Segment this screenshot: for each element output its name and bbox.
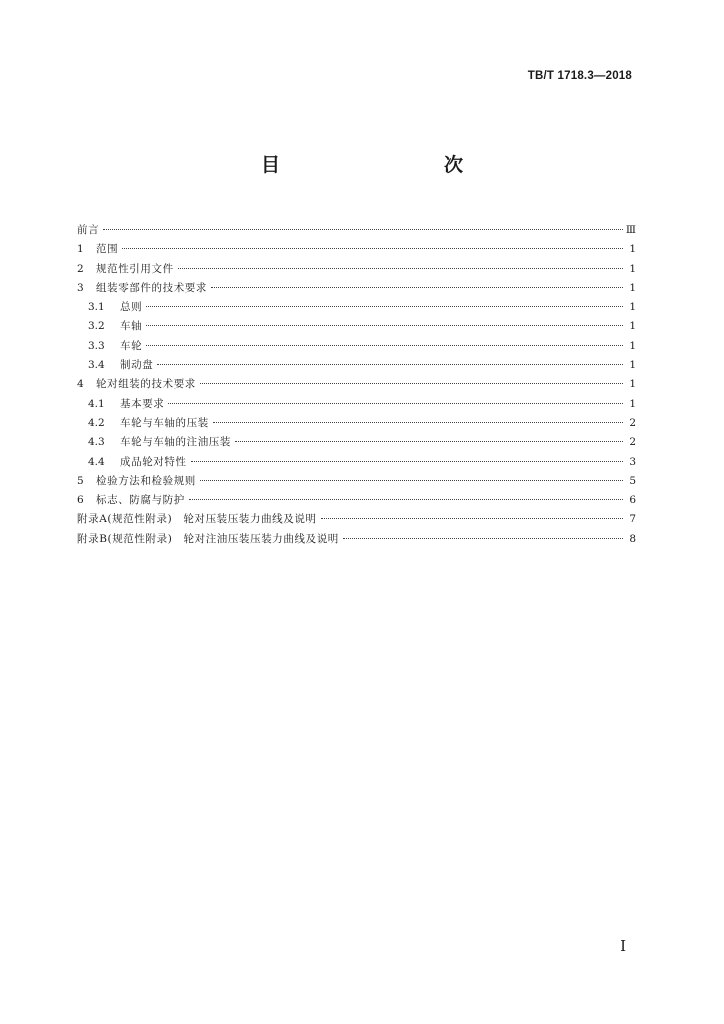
toc-entry-page: 1 [629,320,636,333]
dot-leader [146,325,623,326]
toc-entry-page: 8 [629,532,636,545]
toc-entry-title: 车轮 [120,339,143,352]
toc-entry-page: 1 [629,243,636,256]
toc-entry-number: 4.2 [88,416,105,429]
toc-entry[interactable] [77,260,636,279]
toc-entry-title: 附录B(规范性附录) 轮对注油压装压装力曲线及说明 [77,532,339,545]
toc-entry[interactable] [77,472,636,491]
document-code: TB/T 1718.3—2018 [527,70,632,82]
toc-entry-page: 1 [629,378,636,391]
toc-entry-page: 6 [629,494,636,507]
toc-entry-number: 3.1 [88,301,105,314]
toc-entry-title: 成品轮对特性 [120,455,187,468]
toc-entry[interactable] [77,433,636,452]
toc-entry-number: 3.2 [88,320,105,333]
toc-entry-title: 前言 [77,224,100,236]
toc-entry-title: 基本要求 [120,397,165,410]
dot-leader [191,461,623,462]
toc-entry-number: 4.4 [88,455,105,468]
dot-leader [211,287,623,288]
toc-entry[interactable] [77,510,636,529]
dot-leader [189,499,623,500]
dot-leader [235,441,623,442]
toc-entry[interactable] [77,279,636,298]
toc-entry-number: 3.3 [88,339,105,352]
dot-leader [213,422,623,423]
toc-entry-title: 范围 [96,243,119,256]
toc-entry[interactable] [77,395,636,414]
toc-entry-title: 车轮与车轴的压装 [120,416,209,429]
toc-entry-title: 制动盘 [120,359,154,372]
toc-entry-title: 车轴 [120,320,143,333]
toc-entry-title: 检验方法和检验规则 [96,474,196,487]
toc-entry[interactable] [77,414,636,433]
toc-entry-page: 5 [629,474,636,487]
toc-entry-title: 组装零部件的技术要求 [96,281,207,294]
toc-entry-number: 2 [77,262,84,275]
toc-entry-number: 4 [77,378,84,391]
toc-entry[interactable] [77,317,636,336]
toc-entry-number: 1 [77,243,84,256]
toc-entry-number: 6 [77,494,84,507]
toc-entry-page: 7 [629,513,636,526]
toc-entry-title: 附录A(规范性附录) 轮对压装压装力曲线及说明 [77,513,317,526]
toc-entry-page: 1 [629,301,636,314]
page-title: 目 次 [260,154,505,176]
toc-entry-title: 标志、防腐与防护 [96,494,185,507]
dot-leader [146,306,623,307]
toc-entry-title: 规范性引用文件 [96,262,174,275]
toc-entry-title: 车轮与车轴的注油压装 [120,436,231,449]
toc-entry-page: Ⅲ [625,224,636,236]
toc-entry[interactable] [77,221,636,240]
toc-entry-title: 轮对组装的技术要求 [96,378,196,391]
toc-entry[interactable] [77,491,636,510]
dot-leader [157,364,623,365]
dot-leader [321,518,623,519]
toc-entry-number: 3.4 [88,359,105,372]
toc-entry-number: 5 [77,474,84,487]
toc-entry-title: 总则 [120,301,143,314]
toc-entry-page: 2 [629,416,636,429]
toc-entry-page: 2 [629,436,636,449]
toc-entry[interactable] [77,453,636,472]
dot-leader [343,538,623,539]
toc-entry-page: 1 [629,397,636,410]
dot-leader [103,229,623,230]
toc-entry-page: 1 [629,339,636,352]
dot-leader [168,403,623,404]
toc-entry[interactable] [77,375,636,394]
toc-entry-page: 1 [629,281,636,294]
dot-leader [146,345,623,346]
toc-entry-page: 1 [629,262,636,275]
toc-entry[interactable] [77,298,636,317]
toc-entry-number: 3 [77,281,84,294]
toc-entry[interactable] [77,530,636,549]
toc-entry[interactable] [77,240,636,259]
toc-entry-page: 1 [629,359,636,372]
table-of-contents [77,221,636,549]
dot-leader [200,383,623,384]
toc-entry[interactable] [77,356,636,375]
toc-entry-number: 4.1 [88,397,105,410]
dot-leader [200,480,623,481]
toc-entry-number: 4.3 [88,436,105,449]
dot-leader [122,248,623,249]
page-number: I [620,937,626,955]
dot-leader [178,268,623,269]
toc-entry-page: 3 [629,455,636,468]
toc-entry[interactable] [77,337,636,356]
